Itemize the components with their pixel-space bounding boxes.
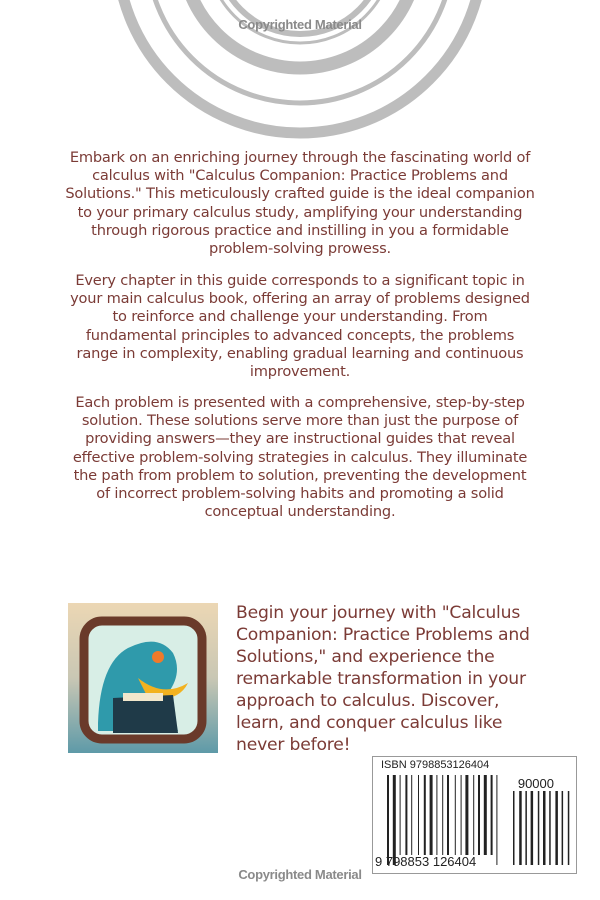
barcode-bar (496, 775, 497, 865)
isbn-label: ISBN 9798853126404 (381, 759, 490, 771)
text-line: approach to calculus. Discover, (236, 691, 500, 711)
text-line: calculus with "Calculus Companion: Practice Problems and (92, 167, 508, 185)
addon-bar (519, 791, 522, 865)
description-paragraph-1 (40, 149, 560, 258)
barcode-bar (418, 775, 419, 855)
addon-bar (555, 791, 558, 865)
addon-bar (543, 791, 546, 865)
barcode-bar (387, 775, 389, 865)
copyright-watermark-bottom: Copyrighted Material (238, 867, 362, 882)
barcode-bar (455, 775, 456, 855)
barcode-bar (465, 775, 468, 855)
text-line: solution. These solutions serve more than just the purpose of (81, 412, 519, 430)
text-line: Solutions." This meticulously crafted guide is the ideal companion (65, 185, 535, 203)
text-line: problem-solving prowess. (209, 240, 391, 258)
barcode-bar (405, 775, 407, 855)
barcode-bar (393, 775, 396, 865)
barcode-bar (436, 775, 437, 855)
text-line: learn, and conquer calculus like (236, 713, 503, 733)
text-line: through rigorous practice and instilling in you a formidable (91, 221, 509, 239)
text-line: improvement. (249, 363, 351, 381)
text-line: conceptual understanding. (204, 503, 396, 521)
isbn-barcode (372, 756, 577, 874)
text-line: of incorrect problem-solving habits and promoting a solid (96, 485, 504, 503)
addon-bar (513, 791, 515, 865)
text-line: Embark on an enriching journey through the fascinating world of (69, 149, 531, 166)
text-line: never before! (236, 735, 351, 755)
dinosaur-app-icon-illustration (68, 603, 218, 753)
price-addon-code: 90000 (517, 776, 554, 791)
addon-bar (562, 791, 564, 865)
text-line: Begin your journey with "Calculus (236, 603, 521, 623)
text-line: to your primary calculus study, amplifying your understanding (77, 203, 523, 221)
barcode-bar (484, 775, 487, 855)
barcode-bar (430, 775, 433, 855)
addon-bar (531, 791, 534, 865)
text-line: remarkable transformation in your (236, 669, 526, 689)
addon-bar (538, 791, 540, 865)
text-line: Companion: Practice Problems and (236, 625, 530, 645)
text-line: range in complexity, enabling gradual learning and continuous (76, 344, 524, 362)
addon-bar (568, 791, 570, 865)
addon-bar (525, 791, 527, 865)
call-to-action-text (236, 602, 566, 756)
text-line: Each problem is presented with a comprehensive, step-by-step (75, 394, 525, 411)
barcode-bar (478, 775, 480, 855)
text-line: Solutions," and experience the (236, 647, 495, 667)
barcode-bar (424, 775, 426, 855)
barcode-bar (461, 775, 462, 855)
text-line: the path from problem to solution, preventing the development (73, 466, 527, 484)
description-paragraph-2 (40, 272, 560, 381)
text-line: providing answers—they are instructional guides that reveal (85, 430, 515, 448)
text-line: Every chapter in this guide corresponds to a significant topic in (75, 272, 525, 289)
copyright-watermark: Copyrighted Material (238, 17, 362, 32)
barcode-bar (473, 775, 474, 855)
description-paragraph-3 (40, 394, 560, 521)
barcode-digits: 9 798853 126404 (375, 854, 477, 869)
barcode-bar (447, 775, 449, 855)
barcode-bar (491, 775, 493, 855)
text-line: effective problem-solving strategies in calculus. They illuminate (72, 448, 528, 466)
addon-bar (549, 791, 551, 865)
barcode-bar (411, 775, 412, 855)
barcode-bar (442, 775, 443, 855)
barcode-bar (400, 775, 401, 855)
text-line: fundamental principles to advanced concepts, the problems (85, 326, 515, 344)
text-line: your main calculus book, offering an array of problems designed (70, 290, 530, 308)
text-line: to reinforce and challenge your understanding. From (112, 308, 488, 326)
